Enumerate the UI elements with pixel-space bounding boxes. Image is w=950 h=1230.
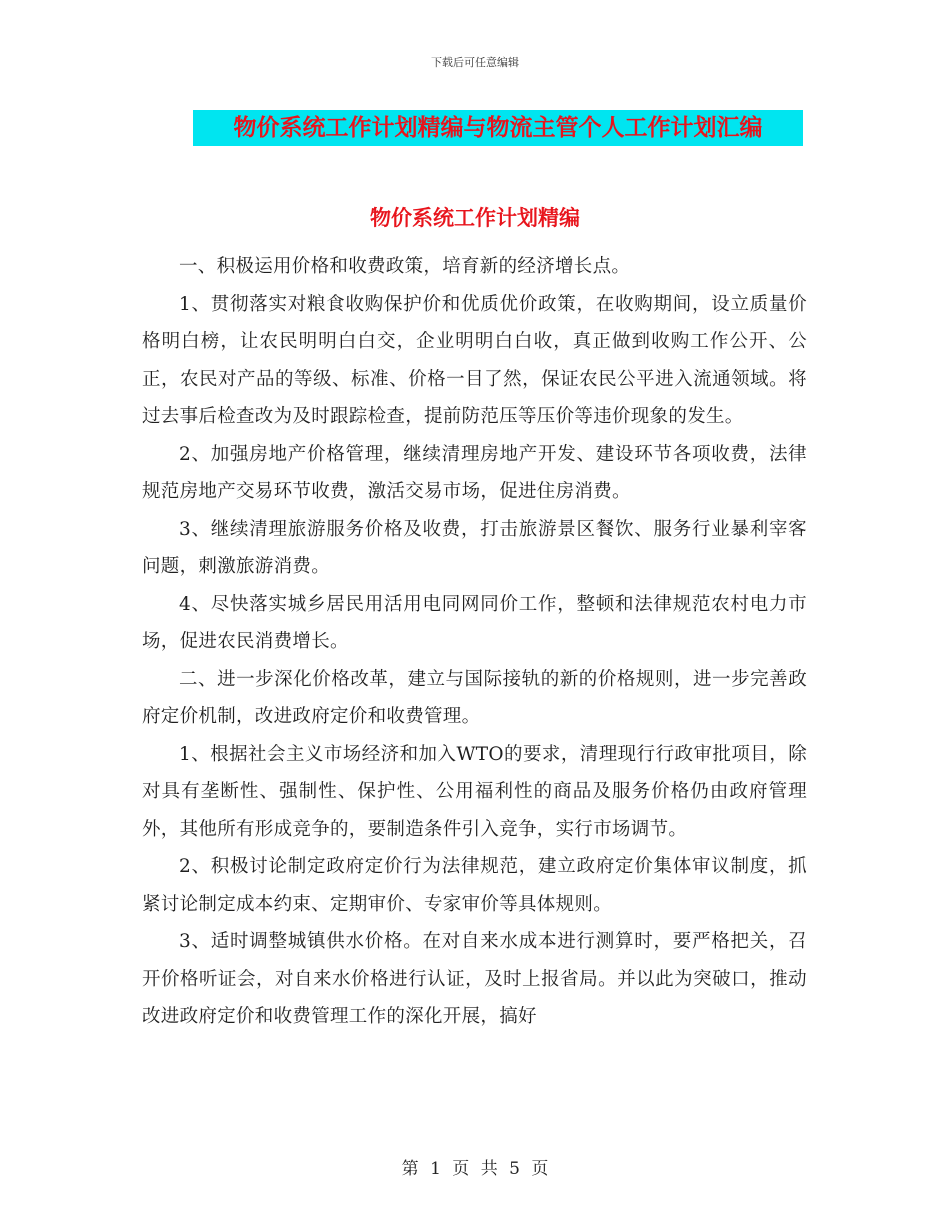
paragraph: 1、贯彻落实对粮食收购保护价和优质优价政策，在收购期间，设立质量价格明白榜，让农民明明白白交，企业明明白白收，真正做到收购工作公开、公正，农民对产品的等级、标准、价格一目了然，保证农民公平进入流通领域。将过去事后检查改为及时跟踪检查，提前防范压等压价等违价现象的发生。 — [142, 293, 807, 427]
paragraph: 一、积极运用价格和收费政策，培育新的经济增长点。 — [179, 256, 631, 277]
body-text — [142, 248, 807, 1036]
paragraph: 2、加强房地产价格管理，继续清理房地产开发、建设环节各项收费，法律规范房地产交易环节收费，激活交易市场，促进住房消费。 — [142, 443, 807, 502]
paragraph: 3、继续清理旅游服务价格及收费，打击旅游景区餐饮、服务行业暴利宰客问题，刺激旅游消费。 — [142, 518, 807, 577]
paragraph: 3、适时调整城镇供水价格。在对自来水成本进行测算时，要严格把关，召开价格听证会，对自来水价格进行认证，及时上报省局。并以此为突破口，推动改进政府定价和收费管理工作的深化开展，搞好 — [142, 931, 807, 1027]
page-footer: 第 1 页 共 5 页 — [401, 1159, 549, 1179]
paragraph: 2、积极讨论制定政府定价行为法律规范，建立政府定价集体审议制度，抓紧讨论制定成本约束、定期审价、专家审价等具体规则。 — [142, 856, 807, 915]
paragraph: 二、进一步深化价格改革，建立与国际接轨的新的价格规则，进一步完善政府定价机制，改进政府定价和收费管理。 — [142, 668, 807, 727]
paragraph: 1、根据社会主义市场经济和加入WTO的要求，清理现行行政审批项目，除对具有垄断性、强制性、保护性、公用福利性的商品及服务价格仍由政府管理外，其他所有形成竞争的，要制造条件引入竞争，实行市场调节。 — [142, 743, 807, 840]
header-note: 下载后可任意编辑 — [431, 56, 519, 69]
paragraph: 4、尽快落实城乡居民用活用电同网同价工作，整顿和法律规范农村电力市场，促进农民消费增长。 — [142, 593, 807, 652]
section-title: 物价系统工作计划精编 — [370, 206, 580, 230]
main-title: 物价系统工作计划精编与物流主管个人工作计划汇编 — [193, 110, 803, 146]
